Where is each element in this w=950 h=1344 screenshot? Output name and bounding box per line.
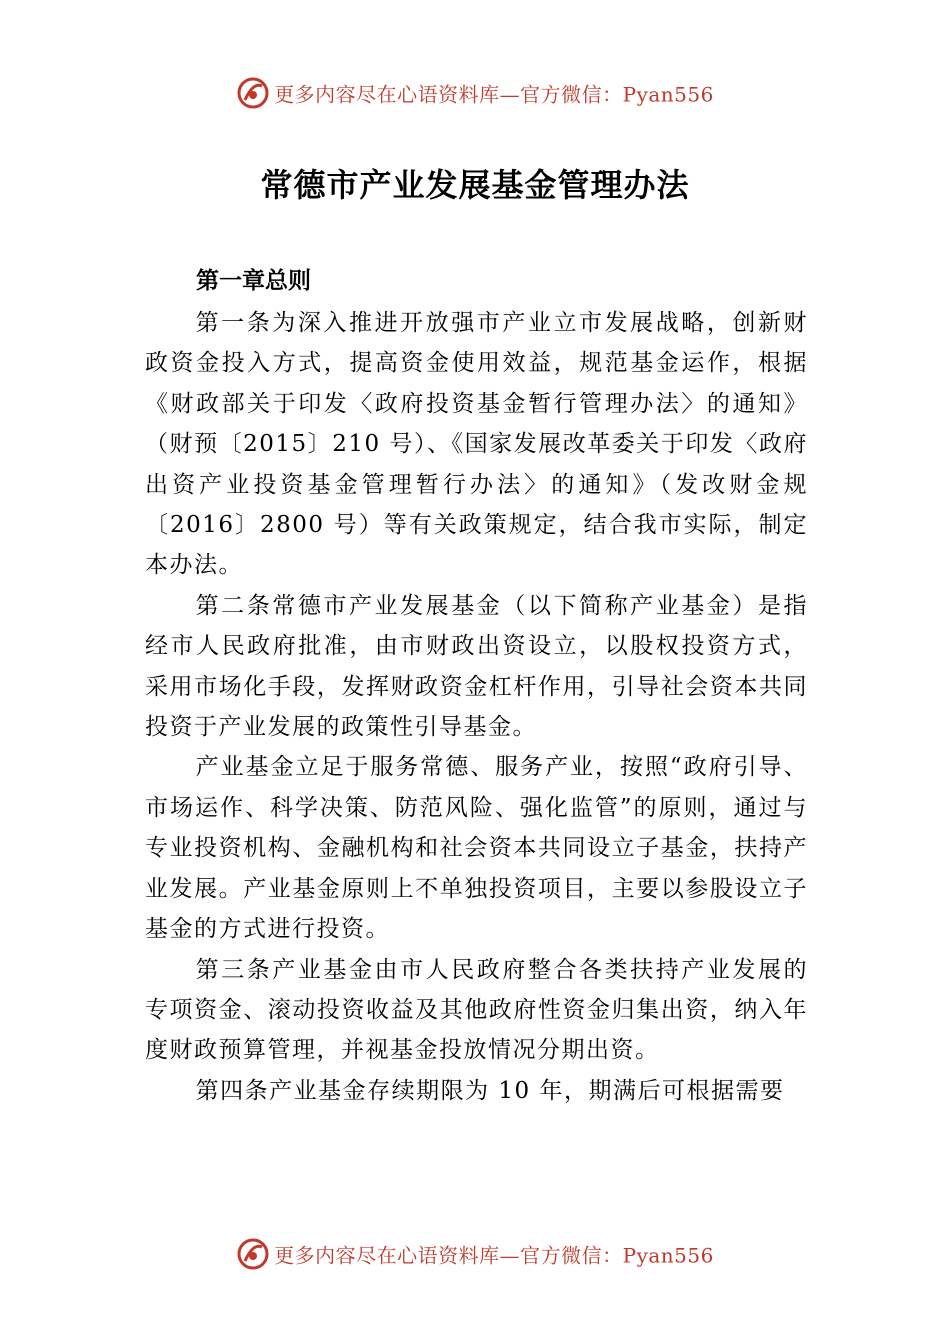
paragraph-article-4: 第四条产业基金存续期限为 10 年，期满后可根据需要 bbox=[195, 1077, 785, 1104]
paragraph-principles: 产业基金立足于服务常德、服务产业，按照“政府引导、市场运作、科学决策、防范风险、强化监管”的原则，通过与专业投资机构、金融机构和社会资本共同设立子基金，扶持产业发展。产业基金原则上不单独投资项目，主要以参股设立子基金的方式进行投资。 bbox=[145, 754, 808, 943]
footer-banner-text: 更多内容尽在心语资料库—官方微信：Pyan556 bbox=[274, 1243, 714, 1268]
logo-icon bbox=[236, 1237, 270, 1271]
header-banner bbox=[0, 76, 950, 110]
chapter-heading: 第一章总则 bbox=[196, 268, 311, 294]
paragraph-article-2: 第二条常德市产业发展基金（以下简称产业基金）是指经市人民政府批准，由市财政出资设立，以股权投资方式， 采用市场化手段，发挥财政资金杠杆作用，引导社会资本共同投资于产业发展的政策性引导基金。 bbox=[145, 592, 808, 741]
document-title: 常德市产业发展基金管理办法 bbox=[260, 166, 690, 204]
paragraph-article-3: 第三条产业基金由市人民政府整合各类扶持产业发展的专项资金、滚动投资收益及其他政府性资金归集出资，纳入年度财政预算管理，并视基金投放情况分期出资。 bbox=[145, 956, 808, 1064]
paragraph-article-1: 第一条为深入推进开放强市产业立市发展战略，创新财政资金投入方式，提高资金使用效益，规范基金运作，根据《财政部关于印发〈政府投资基金暂行管理办法〉的通知》（财预〔2015〕210 号）、《国家发展改革委关于印发〈政府出资产业投资基金管理暂行办法〉的通知》（发改财金规〔2016〕2800 号）等有关政策规定，结合我市实际，制定本办法。 bbox=[145, 310, 808, 579]
logo-icon bbox=[236, 76, 270, 110]
document-body bbox=[145, 303, 808, 1111]
header-banner-text: 更多内容尽在心语资料库—官方微信：Pyan556 bbox=[274, 82, 714, 107]
footer-banner bbox=[0, 1237, 950, 1271]
